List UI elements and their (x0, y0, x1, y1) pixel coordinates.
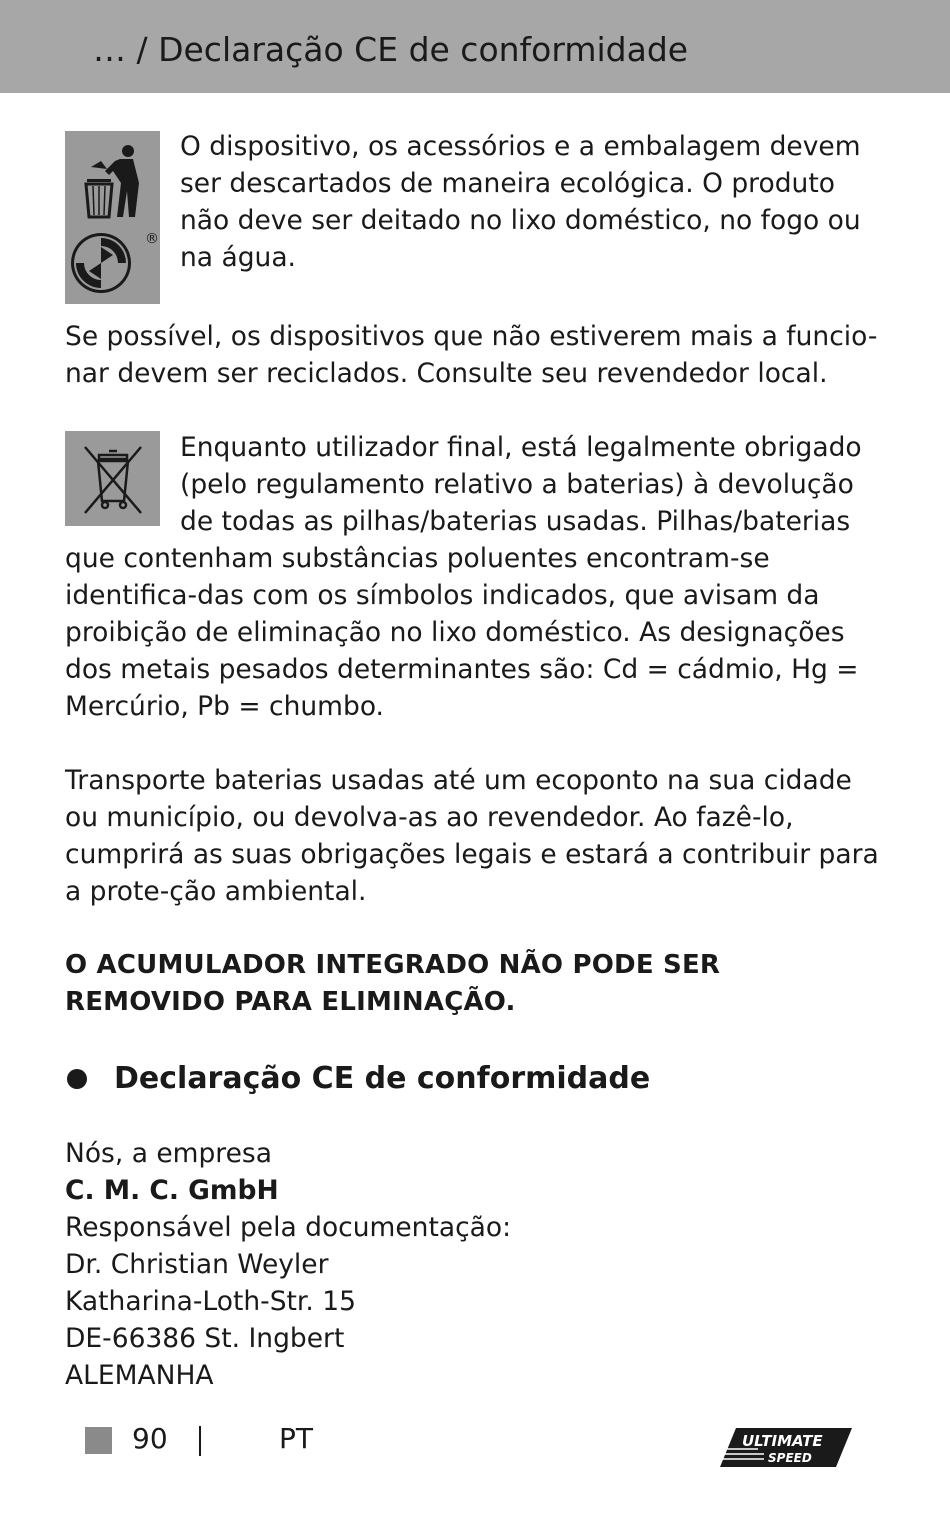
page-content (65, 128, 885, 1394)
logo-text-1: ULTIMATE (742, 1432, 823, 1450)
address-city: DE-66386 St. Ingbert (65, 1323, 345, 1354)
recycling-paragraph: Se possível, os dispositivos que não estiverem mais a funcio-nar devem ser reciclados. Consulte seu revendedor local. (65, 321, 878, 389)
address-country: ALEMANHA (65, 1360, 214, 1391)
disposal-icons (65, 131, 160, 304)
company-name: C. M. C. GmbH (65, 1175, 279, 1206)
registered-mark: ® (145, 231, 159, 247)
address-street: Katharina-Loth-Str. 15 (65, 1286, 356, 1317)
trash-bin-recycle-icon (65, 131, 160, 304)
transport-paragraph: Transporte baterias usadas até um ecoponto na sua cidade ou município, ou devolva-as ao revendedor. Ao fazê-lo, cumprirá as suas obrigações legais e estará a contribuir para a prote-ção ambiental. (65, 765, 879, 907)
language-code: PT (279, 1422, 313, 1455)
integrated-battery-warning: O ACUMULADOR INTEGRADO NÃO PODE SER REMOVIDO PARA ELIMINAÇÃO. (65, 950, 721, 1017)
declaration-heading (65, 1059, 885, 1099)
responsible-label: Responsável pela documentação: (65, 1212, 512, 1243)
page-header (0, 0, 950, 93)
logo-text-2: SPEED (768, 1451, 812, 1465)
battery-paragraph: Enquanto utilizador final, está legalmente obrigado (pelo regulamento relativo a baterias) à devolução de todas as pilhas/baterias usadas. Pilhas/baterias que contenham substâncias poluentes encontram-se identifica-das com os símbolos indicados, que avisam da proibição de eliminação no lixo doméstico. As designações dos metais pesados determinantes são: Cd = cádmio, Hg = Mercúrio, Pb = chumbo. (65, 432, 862, 722)
footer-square-icon (85, 1427, 112, 1454)
disposal-paragraph: O dispositivo, os acessórios e a embalagem devem ser descartados de maneira ecológica. O produto não deve ser deitado no lixo doméstico, no fogo ou na água. (180, 131, 861, 273)
declaration-intro: Nós, a empresa (65, 1138, 272, 1169)
footer-divider (199, 1426, 201, 1456)
battery-disposal-icon-box (65, 431, 160, 526)
crossed-bin-icon (65, 431, 160, 526)
ultimate-speed-logo (718, 1425, 854, 1470)
page-title: … / Declaração CE de conformidade (93, 30, 689, 69)
bullet-icon (67, 1069, 87, 1089)
page-number: 90 (132, 1422, 168, 1455)
declaration-heading-text: Declaração CE de conformidade (114, 1061, 651, 1096)
responsible-person: Dr. Christian Weyler (65, 1249, 329, 1280)
